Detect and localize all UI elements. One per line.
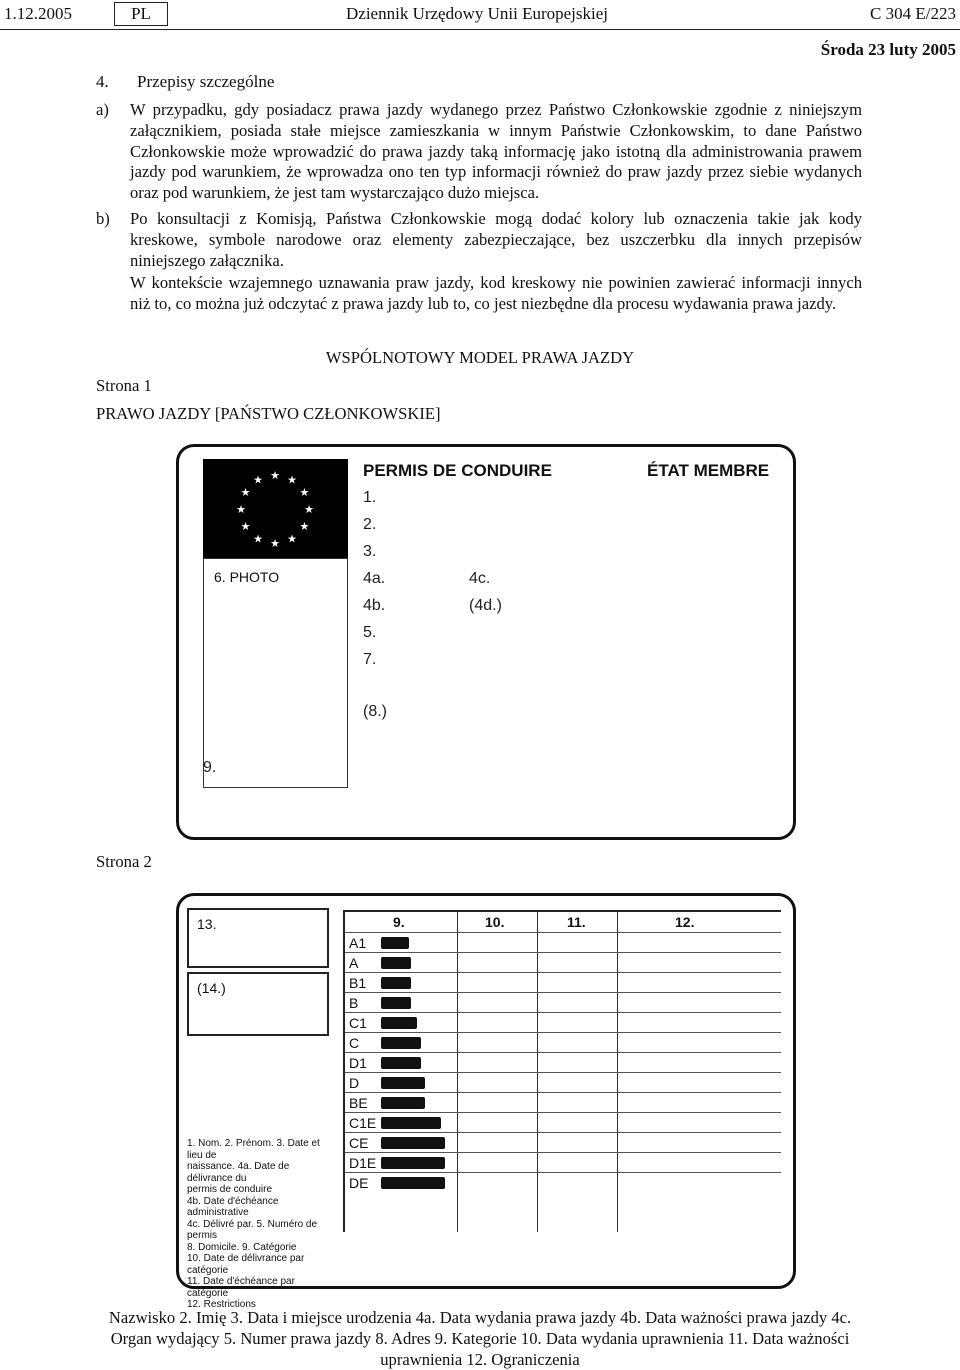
field-8: (8.) — [363, 703, 387, 720]
vehicle-icon — [381, 957, 411, 969]
vehicle-icon — [381, 1097, 425, 1109]
eu-stars-icon — [203, 459, 348, 558]
journal-title: Dziennik Urzędowy Unii Europejskiej — [346, 4, 609, 23]
header-divider — [0, 29, 960, 30]
legend-line: 10. Date de délivrance par catégorie — [187, 1253, 305, 1276]
category-row — [345, 1152, 781, 1173]
category-row — [345, 1052, 781, 1073]
col-header-10: 10. — [485, 914, 505, 930]
category-row — [345, 1032, 781, 1053]
field-14-box — [187, 972, 329, 1036]
vehicle-icon — [381, 997, 411, 1009]
section-title: Przepisy szczególne — [137, 72, 275, 91]
category-label: C1E — [349, 1115, 377, 1131]
field-1: 1. — [363, 489, 377, 506]
point-b-text-2: W kontekście wzajemnego uznawania praw jazdy, kod kreskowy nie powinien zawierać informacji innych niż to, co można już odczytać z prawa jazdy lub to, co jest niezbędne dla procesu wydawania prawa jazdy. — [130, 273, 862, 313]
category-label: D1 — [349, 1055, 367, 1071]
category-row — [345, 952, 781, 973]
vehicle-icon — [381, 1017, 417, 1029]
eu-star-icon: ★ — [287, 474, 297, 487]
eu-star-icon: ★ — [304, 504, 314, 516]
eu-star-icon: ★ — [236, 504, 246, 516]
section-number: 4. — [96, 72, 109, 91]
category-label: A1 — [349, 935, 367, 951]
eu-flag — [203, 459, 348, 558]
category-row — [345, 972, 781, 993]
category-label: BE — [349, 1095, 368, 1111]
legend-line: 8. Domicile. 9. Catégorie — [187, 1241, 297, 1253]
category-label: C — [349, 1035, 360, 1051]
eu-star-icon: ★ — [270, 470, 280, 482]
vehicle-icon — [381, 1177, 445, 1189]
category-label: B — [349, 995, 359, 1011]
page-1-label: Strona 1 — [96, 376, 152, 395]
vehicle-icon — [381, 1057, 421, 1069]
category-grid — [343, 910, 781, 1232]
vehicle-icon — [381, 937, 409, 949]
card-state: ÉTAT MEMBRE — [647, 461, 770, 480]
point-a-label: a) — [96, 100, 109, 119]
category-label: B1 — [349, 975, 367, 991]
category-row — [345, 1072, 781, 1093]
field-2: 2. — [363, 516, 377, 533]
point-a-text: W przypadku, gdy posiadacz prawa jazdy wydanego przez Państwo Członkowskie zgodnie z niniejszym załącznikiem, posiada stałe miejsce zamieszkania w innym Państwie Członkowskim, to dane Państwo Członkowskie może wprowadzić do prawa jazdy taką informację jako istotną dla administrowania prawem jazdy pod warunkiem, że wprowadza ono ten typ informacji również do praw jazdy przez siebie wydanych oraz pod warunkiem, że jest tam wystarczająco dużo miejsca. — [130, 100, 862, 203]
category-label: C1 — [349, 1015, 367, 1031]
field-5: 5. — [363, 624, 377, 641]
issue-date: 1.12.2005 — [4, 4, 72, 23]
category-row — [345, 932, 781, 953]
field-4d: (4d.) — [469, 597, 502, 614]
legend-line: 11. Date d'échéance par catégorie — [187, 1276, 295, 1299]
model-title: WSPÓLNOTOWY MODEL PRAWA JAZDY — [325, 348, 635, 367]
legend-line: permis de conduire — [187, 1184, 273, 1195]
field-7: 7. — [363, 651, 377, 668]
page-header — [0, 2, 960, 26]
field-4a: 4a. — [363, 570, 386, 587]
category-row — [345, 992, 781, 1013]
point-b-text: Po konsultacji z Komisją, Państwa Członkowskie mogą dodać kolory lub oznaczenia takie jak kody kreskowe, symbole narodowe oraz elementy zabezpieczające, bez uszczerbku dla innych przepisów niniejszego załącznika. — [130, 209, 862, 270]
page-2-label: Strona 2 — [96, 852, 152, 871]
eu-star-icon: ★ — [240, 521, 251, 533]
field-legend — [187, 1138, 327, 1311]
category-label: A — [349, 955, 359, 971]
vehicle-icon — [381, 1137, 445, 1149]
vehicle-icon — [381, 1117, 441, 1129]
legend-line: 4b. Date d'échéance administrative — [187, 1195, 279, 1218]
eu-star-icon: ★ — [270, 538, 280, 550]
legend-line: 1. Nom. 2. Prénom. 3. Date et lieu de — [187, 1138, 320, 1161]
vehicle-icon — [381, 1077, 425, 1089]
vehicle-icon — [381, 1037, 421, 1049]
category-row — [345, 1012, 781, 1033]
eu-star-icon: ★ — [240, 487, 251, 499]
col-header-11: 11. — [567, 914, 586, 930]
legend-line: 12. Restrictions — [187, 1299, 256, 1310]
eu-star-icon: ★ — [299, 521, 310, 533]
journal-reference: C 304 E/223 — [870, 4, 956, 23]
category-label: D1E — [349, 1155, 377, 1171]
card-heading: PRAWO JAZDY [PAŃSTWO CZŁONKOWSKIE] — [96, 404, 441, 423]
field-13-label: 13. — [197, 916, 217, 932]
category-label: DE — [349, 1175, 369, 1191]
field-caption: Nazwisko 2. Imię 3. Data i miejsce urodzenia 4a. Data wydania prawa jazdy 4b. Data ważności prawa jazdy 4c. Organ wydający 5. Numer prawa jazdy 8. Adres 9. Kategorie 10. Data wydania uprawnienia 11. Data ważności uprawnienia 12. Ograniczenia — [108, 1308, 852, 1369]
language-badge: PL — [114, 2, 168, 26]
card-title: PERMIS DE CONDUIRE — [363, 461, 552, 480]
licence-card-back — [176, 893, 796, 1310]
category-row — [345, 1132, 781, 1153]
category-label: CE — [349, 1135, 369, 1151]
field-4c: 4c. — [469, 570, 491, 587]
vehicle-icon — [381, 977, 411, 989]
category-label: D — [349, 1075, 360, 1091]
col-header-12: 12. — [675, 914, 695, 930]
field-3: 3. — [363, 543, 377, 560]
eu-star-icon: ★ — [299, 487, 310, 499]
field-13-box — [187, 908, 329, 968]
photo-label: 6. PHOTO — [214, 569, 280, 585]
col-header-9: 9. — [393, 914, 405, 930]
eu-star-icon: ★ — [287, 533, 297, 546]
vehicle-icon — [381, 1157, 445, 1169]
category-row — [345, 1112, 781, 1133]
category-row — [345, 1092, 781, 1113]
sitting-date: Środa 23 luty 2005 — [820, 40, 956, 59]
licence-card-front — [176, 444, 796, 840]
eu-star-icon: ★ — [253, 533, 263, 546]
point-b-label: b) — [96, 209, 110, 228]
field-14-label: (14.) — [197, 980, 226, 996]
section-heading — [96, 72, 274, 92]
legend-line: 4c. Délivré par. 5. Numéro de permis — [187, 1218, 318, 1241]
category-row — [345, 1172, 781, 1193]
field-9: 9. — [203, 759, 217, 776]
legend-line: naissance. 4a. Date de délivrance du — [187, 1161, 290, 1184]
eu-star-icon: ★ — [253, 474, 263, 487]
photo-area — [203, 558, 348, 788]
field-4b: 4b. — [363, 597, 386, 614]
